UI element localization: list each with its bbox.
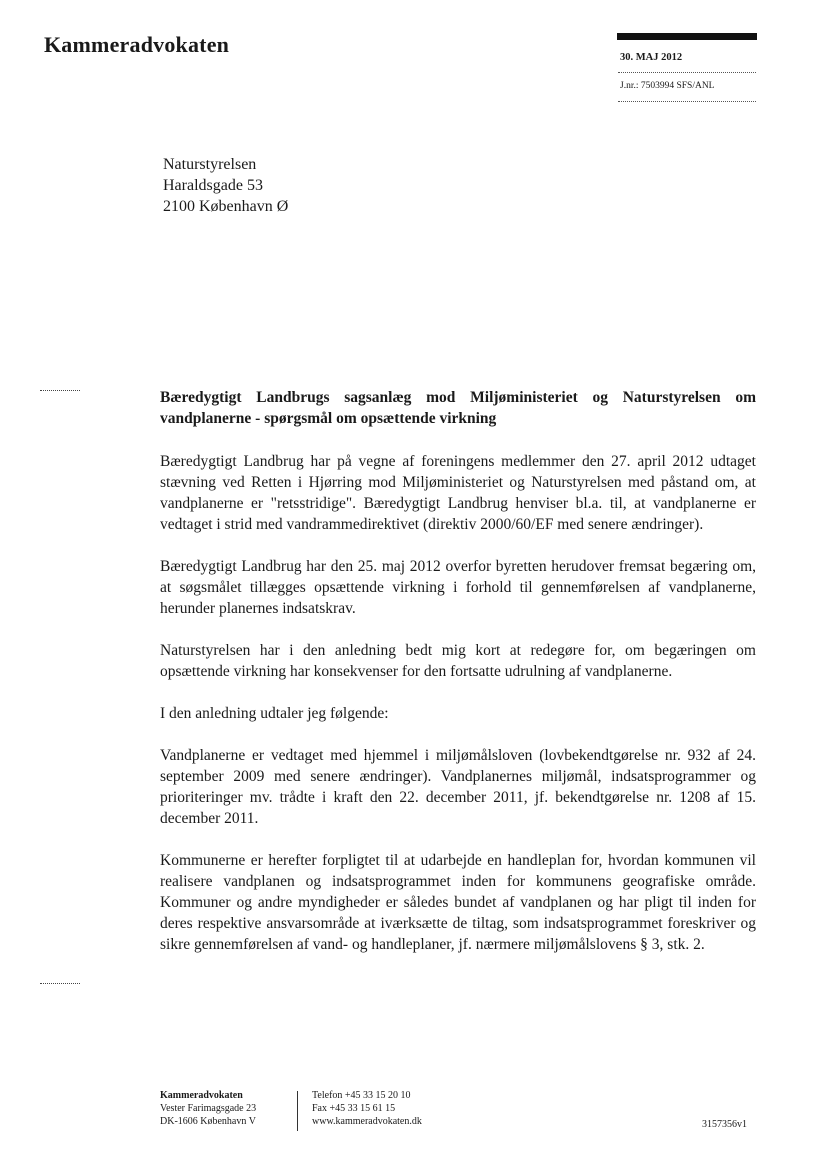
address-line: Haraldsgade 53 [163, 177, 263, 194]
footer-street: Vester Farimagsgade 23 [160, 1103, 257, 1114]
footer-address [160, 1089, 256, 1128]
footer-fax: Fax +45 33 15 61 15 [312, 1103, 396, 1114]
paragraph: Bæredygtigt Landbrug har den 25. maj 2012 overfor byretten herudover fremsat begæring om, at søgsmålet tillægges opsættende virkning i forhold til gennemførelsen af vandplanerne, herunder planernes indsatskrav. [160, 558, 756, 617]
fold-mark [40, 390, 80, 391]
fold-mark [40, 983, 80, 984]
journal-number: J.nr.: 7503994 SFS/ANL [620, 81, 715, 91]
recipient-address [163, 154, 288, 217]
paragraph: Bæredygtigt Landbrug har på vegne af foreningens medlemmer den 27. april 2012 udtaget stævning ved Retten i Hjørring mod Miljøministeriet og Naturstyrelsen med påstand om, at vandplanerne er "retsstridige". Bæredygtigt Landbrug henviser bl.a. til, at vandplanerne er vedtaget i strid med vandrammedirektivet (direktiv 2000/60/EF med senere ændringer). [160, 453, 756, 533]
footer-website[interactable]: www.kammeradvokaten.dk [312, 1116, 422, 1127]
footer-contact [312, 1089, 422, 1128]
address-line: Naturstyrelsen [163, 156, 257, 173]
footer-city: DK-1606 København V [160, 1116, 256, 1127]
letter-body [160, 387, 756, 976]
footer-company-name: Kammeradvokaten [160, 1090, 243, 1101]
divider [618, 72, 756, 73]
paragraph: Naturstyrelsen har i den anledning bedt mig kort at redegøre for, om begæringen om opsættende virkning har konsekvenser for den fortsatte udrulning af vandplanerne. [160, 642, 756, 680]
paragraph: Vandplanerne er vedtaget med hjemmel i miljømålsloven (lovbekendtgørelse nr. 932 af 24. september 2009 med senere ændringer). Vandplanernes miljømål, indsatsprogrammer og prioriteringer mv. trådte i kraft den 22. december 2011, jf. bekendtgørelse nr. 1208 af 15. december 2011. [160, 747, 756, 827]
header-bar [617, 33, 757, 40]
footer-phone: Telefon +45 33 15 20 10 [312, 1090, 411, 1101]
paragraph: Kommunerne er herefter forpligtet til at udarbejde en handleplan for, hvordan kommunen vil realisere vandplanen og indsatsprogrammet inden for kommunens geografiske område. Kommuner og andre myndigheder er således bundet af vandplanen og har pligt til inden for deres respektive ansvarsområde at iværksætte de tiltag, som indsatsprogrammet foreskriver og sikre gennemførelsen af vand- og handleplaner, jf. nærmere miljømålslovens § 3, stk. 2. [160, 852, 756, 953]
letter-date: 30. MAJ 2012 [620, 52, 683, 63]
brand-name: Kammeradvokaten [44, 32, 230, 57]
document-reference: 3157356v1 [702, 1119, 747, 1130]
footer-divider [297, 1091, 298, 1131]
address-line: 2100 København Ø [163, 198, 289, 215]
paragraph: I den anledning udtaler jeg følgende: [160, 705, 389, 722]
subject-line: Bæredygtigt Landbrugs sagsanlæg mod Miljøministeriet og Naturstyrelsen om vandplanerne - spørgsmål om opsættende virkning [160, 389, 756, 427]
divider [618, 101, 756, 102]
